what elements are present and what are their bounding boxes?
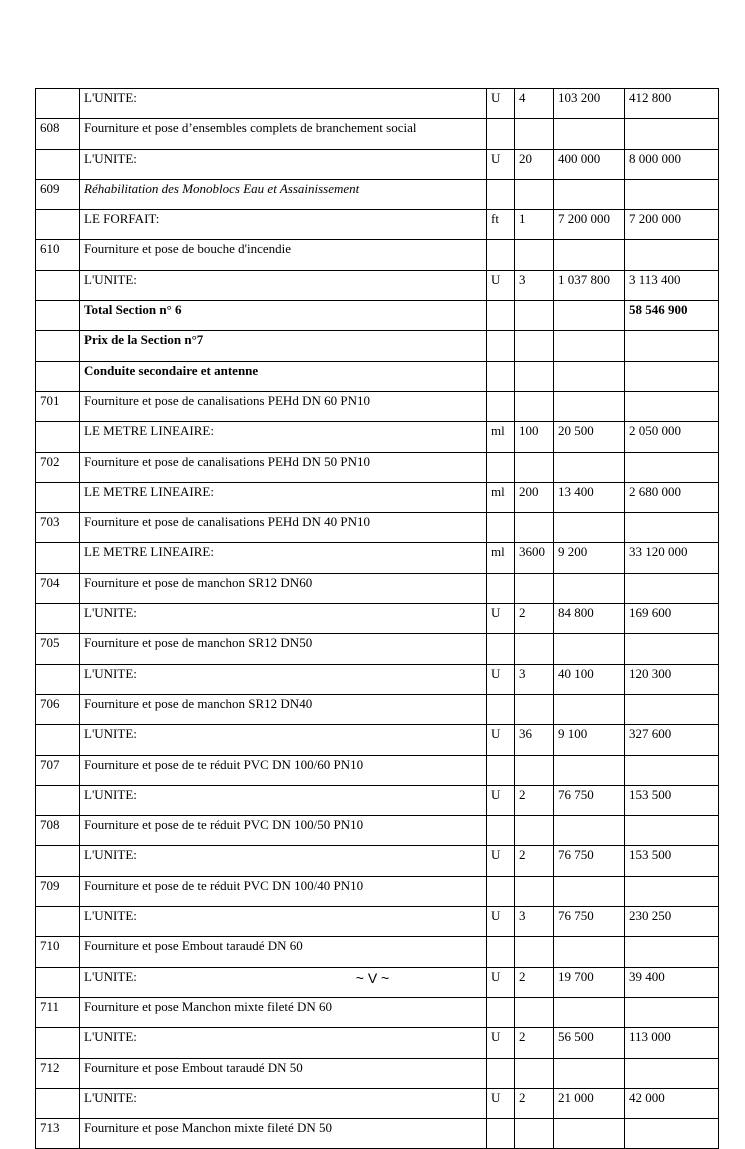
- quantity-cell: [515, 452, 554, 482]
- unit-price-cell: [554, 1058, 625, 1088]
- quantity-cell: 36: [515, 725, 554, 755]
- item-number-cell: [36, 210, 80, 240]
- amount-cell: [625, 1119, 719, 1149]
- designation-cell: Fourniture et pose de te réduit PVC DN 100/50 PN10: [80, 816, 487, 846]
- table-row: [36, 513, 719, 543]
- amount-cell: 169 600: [625, 604, 719, 634]
- table-row: [36, 331, 719, 361]
- designation-cell: Fourniture et pose Embout taraudé DN 60: [80, 937, 487, 967]
- designation-cell: Fourniture et pose de manchon SR12 DN60: [80, 573, 487, 603]
- item-number-cell: [36, 89, 80, 119]
- quantity-cell: [515, 1058, 554, 1088]
- unit-cell: U: [487, 89, 515, 119]
- quantity-cell: [515, 179, 554, 209]
- table-row: [36, 422, 719, 452]
- amount-cell: [625, 1058, 719, 1088]
- amount-cell: 153 500: [625, 785, 719, 815]
- designation-cell: L'UNITE:: [80, 149, 487, 179]
- table-row: [36, 694, 719, 724]
- quantity-cell: [515, 876, 554, 906]
- item-number-cell: [36, 725, 80, 755]
- unit-price-cell: 19 700: [554, 967, 625, 997]
- unit-cell: U: [487, 1088, 515, 1118]
- quantity-cell: [515, 301, 554, 331]
- table-row: [36, 270, 719, 300]
- amount-cell: [625, 361, 719, 391]
- quantity-cell: [515, 634, 554, 664]
- amount-cell: 120 300: [625, 664, 719, 694]
- unit-cell: [487, 573, 515, 603]
- unit-cell: U: [487, 725, 515, 755]
- unit-cell: [487, 997, 515, 1027]
- designation-cell: Total Section n° 6: [80, 301, 487, 331]
- designation-cell: LE METRE LINEAIRE:: [80, 422, 487, 452]
- amount-cell: 8 000 000: [625, 149, 719, 179]
- unit-price-cell: [554, 119, 625, 149]
- table-row: [36, 452, 719, 482]
- unit-cell: [487, 755, 515, 785]
- unit-price-cell: [554, 391, 625, 421]
- table-row: [36, 361, 719, 391]
- unit-cell: [487, 816, 515, 846]
- unit-price-cell: [554, 573, 625, 603]
- designation-cell: Fourniture et pose de te réduit PVC DN 100/40 PN10: [80, 876, 487, 906]
- unit-price-cell: [554, 452, 625, 482]
- amount-cell: [625, 331, 719, 361]
- table-row: [36, 543, 719, 573]
- designation-cell: Réhabilitation des Monoblocs Eau et Assainissement: [80, 179, 487, 209]
- quantity-cell: [515, 391, 554, 421]
- table-row: [36, 1119, 719, 1149]
- designation-cell: Fourniture et pose de bouche d'incendie: [80, 240, 487, 270]
- item-number-cell: 609: [36, 179, 80, 209]
- amount-cell: [625, 694, 719, 724]
- table-row: [36, 119, 719, 149]
- amount-cell: 58 546 900: [625, 301, 719, 331]
- quantity-cell: 3600: [515, 543, 554, 573]
- designation-cell: LE METRE LINEAIRE:: [80, 543, 487, 573]
- designation-cell: Fourniture et pose de te réduit PVC DN 100/60 PN10: [80, 755, 487, 785]
- quantity-cell: 2: [515, 785, 554, 815]
- table-row: [36, 149, 719, 179]
- designation-cell: L'UNITE:: [80, 1088, 487, 1118]
- quantity-cell: 20: [515, 149, 554, 179]
- table-row: [36, 210, 719, 240]
- unit-price-cell: 76 750: [554, 846, 625, 876]
- designation-cell: L'UNITE:: [80, 785, 487, 815]
- designation-cell: L'UNITE:: [80, 907, 487, 937]
- page-number: ~ V ~: [355, 970, 390, 986]
- unit-price-cell: 13 400: [554, 482, 625, 512]
- unit-price-cell: 76 750: [554, 785, 625, 815]
- unit-cell: [487, 634, 515, 664]
- table-row: [36, 604, 719, 634]
- table-row: [36, 179, 719, 209]
- unit-price-cell: [554, 331, 625, 361]
- unit-price-cell: [554, 997, 625, 1027]
- unit-cell: [487, 179, 515, 209]
- item-number-cell: [36, 149, 80, 179]
- unit-price-cell: 76 750: [554, 907, 625, 937]
- unit-cell: [487, 119, 515, 149]
- quantity-cell: [515, 755, 554, 785]
- item-number-cell: 610: [36, 240, 80, 270]
- bill-of-quantities-table: [35, 88, 719, 1149]
- quantity-cell: 4: [515, 89, 554, 119]
- item-number-cell: 710: [36, 937, 80, 967]
- amount-cell: [625, 634, 719, 664]
- amount-cell: 113 000: [625, 1028, 719, 1058]
- unit-price-cell: [554, 694, 625, 724]
- quantity-cell: 2: [515, 604, 554, 634]
- designation-cell: Conduite secondaire et antenne: [80, 361, 487, 391]
- quantity-cell: 2: [515, 1088, 554, 1118]
- unit-price-cell: 9 200: [554, 543, 625, 573]
- item-number-cell: 708: [36, 816, 80, 846]
- designation-cell: Fourniture et pose Manchon mixte fileté DN 50: [80, 1119, 487, 1149]
- amount-cell: [625, 573, 719, 603]
- amount-cell: 7 200 000: [625, 210, 719, 240]
- quantity-cell: 100: [515, 422, 554, 452]
- item-number-cell: [36, 1028, 80, 1058]
- quantity-cell: 3: [515, 907, 554, 937]
- unit-price-cell: [554, 513, 625, 543]
- table-row: [36, 89, 719, 119]
- table-row: [36, 1028, 719, 1058]
- table-row: [36, 1058, 719, 1088]
- item-number-cell: [36, 331, 80, 361]
- amount-cell: [625, 119, 719, 149]
- unit-price-cell: [554, 240, 625, 270]
- designation-cell: LE FORFAIT:: [80, 210, 487, 240]
- table-row: [36, 391, 719, 421]
- unit-price-cell: [554, 301, 625, 331]
- item-number-cell: 713: [36, 1119, 80, 1149]
- unit-price-cell: 84 800: [554, 604, 625, 634]
- quantity-cell: [515, 1119, 554, 1149]
- unit-cell: U: [487, 967, 515, 997]
- amount-cell: 2 680 000: [625, 482, 719, 512]
- quantity-cell: [515, 694, 554, 724]
- table-row: [36, 846, 719, 876]
- quantity-cell: [515, 119, 554, 149]
- item-number-cell: 707: [36, 755, 80, 785]
- table-row: [36, 785, 719, 815]
- designation-cell: L'UNITE:: [80, 1028, 487, 1058]
- amount-cell: [625, 513, 719, 543]
- unit-cell: ft: [487, 210, 515, 240]
- unit-cell: U: [487, 270, 515, 300]
- unit-cell: U: [487, 785, 515, 815]
- designation-cell: L'UNITE:: [80, 604, 487, 634]
- unit-price-cell: [554, 179, 625, 209]
- designation-cell: Fourniture et pose Manchon mixte fileté DN 60: [80, 997, 487, 1027]
- item-number-cell: [36, 907, 80, 937]
- unit-cell: ml: [487, 543, 515, 573]
- amount-cell: 42 000: [625, 1088, 719, 1118]
- unit-price-cell: [554, 876, 625, 906]
- unit-cell: [487, 937, 515, 967]
- quantity-cell: 2: [515, 967, 554, 997]
- designation-cell: Fourniture et pose de canalisations PEHd DN 60 PN10: [80, 391, 487, 421]
- item-number-cell: [36, 270, 80, 300]
- table-body: [36, 89, 719, 1149]
- item-number-cell: [36, 846, 80, 876]
- unit-cell: ml: [487, 422, 515, 452]
- designation-cell: L'UNITE:: [80, 89, 487, 119]
- quantity-cell: 2: [515, 1028, 554, 1058]
- unit-price-cell: 1 037 800: [554, 270, 625, 300]
- item-number-cell: [36, 785, 80, 815]
- item-number-cell: [36, 543, 80, 573]
- amount-cell: [625, 755, 719, 785]
- table-row: [36, 240, 719, 270]
- unit-price-cell: 56 500: [554, 1028, 625, 1058]
- designation-cell: LE METRE LINEAIRE:: [80, 482, 487, 512]
- quantity-cell: 2: [515, 846, 554, 876]
- unit-cell: [487, 1058, 515, 1088]
- item-number-cell: [36, 422, 80, 452]
- amount-cell: [625, 391, 719, 421]
- quantity-cell: 3: [515, 664, 554, 694]
- quantity-cell: [515, 513, 554, 543]
- designation-cell: L'UNITE:: [80, 725, 487, 755]
- table-row: [36, 664, 719, 694]
- amount-cell: [625, 452, 719, 482]
- unit-cell: [487, 391, 515, 421]
- item-number-cell: 608: [36, 119, 80, 149]
- designation-cell: Fourniture et pose de canalisations PEHd DN 50 PN10: [80, 452, 487, 482]
- unit-cell: [487, 513, 515, 543]
- unit-price-cell: 103 200: [554, 89, 625, 119]
- amount-cell: [625, 240, 719, 270]
- item-number-cell: [36, 1088, 80, 1118]
- designation-cell: Prix de la Section n°7: [80, 331, 487, 361]
- designation-cell: L'UNITE:: [80, 846, 487, 876]
- unit-cell: [487, 331, 515, 361]
- designation-cell: Fourniture et pose de manchon SR12 DN50: [80, 634, 487, 664]
- amount-cell: 327 600: [625, 725, 719, 755]
- unit-cell: [487, 452, 515, 482]
- unit-price-cell: [554, 937, 625, 967]
- designation-cell: Fourniture et pose d’ensembles complets de branchement social: [80, 119, 487, 149]
- quantity-cell: [515, 997, 554, 1027]
- unit-price-cell: [554, 755, 625, 785]
- designation-cell: L'UNITE:: [80, 270, 487, 300]
- table-row: [36, 755, 719, 785]
- designation-cell: Fourniture et pose de canalisations PEHd DN 40 PN10: [80, 513, 487, 543]
- unit-price-cell: 40 100: [554, 664, 625, 694]
- item-number-cell: 709: [36, 876, 80, 906]
- table-row: [36, 816, 719, 846]
- amount-cell: 39 400: [625, 967, 719, 997]
- quantity-cell: 1: [515, 210, 554, 240]
- unit-price-cell: 20 500: [554, 422, 625, 452]
- designation-cell: Fourniture et pose de manchon SR12 DN40: [80, 694, 487, 724]
- table-row: [36, 937, 719, 967]
- item-number-cell: 706: [36, 694, 80, 724]
- quantity-cell: [515, 937, 554, 967]
- item-number-cell: [36, 604, 80, 634]
- quantity-cell: 3: [515, 270, 554, 300]
- unit-cell: [487, 1119, 515, 1149]
- quantity-cell: [515, 816, 554, 846]
- item-number-cell: 711: [36, 997, 80, 1027]
- unit-price-cell: [554, 361, 625, 391]
- quantity-cell: [515, 361, 554, 391]
- table-row: [36, 907, 719, 937]
- item-number-cell: [36, 482, 80, 512]
- unit-price-cell: [554, 634, 625, 664]
- designation-cell: Fourniture et pose Embout taraudé DN 50: [80, 1058, 487, 1088]
- unit-cell: [487, 301, 515, 331]
- unit-cell: U: [487, 664, 515, 694]
- unit-price-cell: [554, 1119, 625, 1149]
- unit-price-cell: 400 000: [554, 149, 625, 179]
- item-number-cell: 712: [36, 1058, 80, 1088]
- amount-cell: [625, 937, 719, 967]
- table-row: [36, 301, 719, 331]
- table-row: [36, 634, 719, 664]
- unit-cell: [487, 240, 515, 270]
- item-number-cell: 704: [36, 573, 80, 603]
- amount-cell: 2 050 000: [625, 422, 719, 452]
- unit-cell: U: [487, 149, 515, 179]
- item-number-cell: [36, 361, 80, 391]
- unit-cell: U: [487, 846, 515, 876]
- unit-price-cell: 7 200 000: [554, 210, 625, 240]
- item-number-cell: [36, 664, 80, 694]
- amount-cell: [625, 997, 719, 1027]
- quantity-cell: 200: [515, 482, 554, 512]
- item-number-cell: 701: [36, 391, 80, 421]
- table-row: [36, 997, 719, 1027]
- amount-cell: [625, 816, 719, 846]
- quantity-cell: [515, 331, 554, 361]
- table-row: [36, 1088, 719, 1118]
- amount-cell: 153 500: [625, 846, 719, 876]
- table-row: [36, 573, 719, 603]
- quantity-cell: [515, 573, 554, 603]
- designation-cell: L'UNITE:: [80, 967, 487, 997]
- amount-cell: 230 250: [625, 907, 719, 937]
- unit-cell: ml: [487, 482, 515, 512]
- unit-cell: U: [487, 604, 515, 634]
- item-number-cell: 705: [36, 634, 80, 664]
- amount-cell: [625, 876, 719, 906]
- unit-cell: [487, 876, 515, 906]
- unit-price-cell: 21 000: [554, 1088, 625, 1118]
- unit-cell: [487, 694, 515, 724]
- item-number-cell: 702: [36, 452, 80, 482]
- amount-cell: 412 800: [625, 89, 719, 119]
- table-row: [36, 482, 719, 512]
- amount-cell: 3 113 400: [625, 270, 719, 300]
- unit-cell: U: [487, 907, 515, 937]
- item-number-cell: 703: [36, 513, 80, 543]
- unit-price-cell: [554, 816, 625, 846]
- table-row: [36, 725, 719, 755]
- amount-cell: 33 120 000: [625, 543, 719, 573]
- quantity-cell: [515, 240, 554, 270]
- table-row: [36, 876, 719, 906]
- item-number-cell: [36, 301, 80, 331]
- unit-cell: [487, 361, 515, 391]
- amount-cell: [625, 179, 719, 209]
- unit-price-cell: 9 100: [554, 725, 625, 755]
- designation-cell: L'UNITE:: [80, 664, 487, 694]
- unit-cell: U: [487, 1028, 515, 1058]
